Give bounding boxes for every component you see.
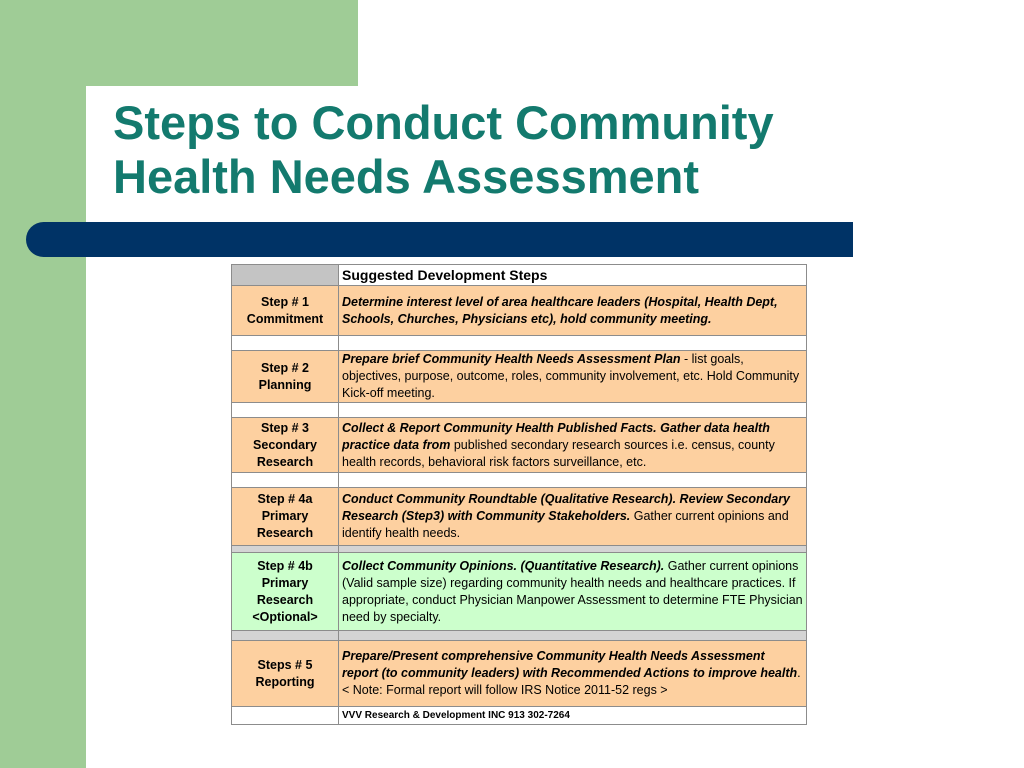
- description-cell: [339, 351, 807, 403]
- step-label: Step # 2: [261, 360, 309, 375]
- header-cell: Suggested Development Steps: [339, 265, 807, 286]
- spacer-row: [232, 336, 807, 351]
- title-divider-band: [26, 222, 853, 257]
- description-emphasis: Conduct Community Roundtable (Qualitative Research). Review Secondary Research (Step3) with Community Stakeholders.: [342, 492, 791, 523]
- description-emphasis: Prepare/Present comprehensive Community Health Needs Assessment report (to community leaders) with Recommended Actions to improve health: [342, 649, 798, 680]
- step-cell: [232, 553, 339, 631]
- description-cell: [339, 641, 807, 707]
- step-cell: [232, 351, 339, 403]
- step-label: Step # 1: [261, 294, 309, 309]
- step-phase: Commitment: [246, 311, 324, 326]
- description-emphasis: Prepare brief Community Health Needs Assessment Plan: [342, 352, 681, 366]
- step-label: Step # 3: [261, 420, 309, 435]
- table-row-step-4b: [232, 553, 807, 631]
- step-cell: [232, 418, 339, 473]
- step-cell: [232, 641, 339, 707]
- steps-table: [231, 264, 807, 725]
- title-line-2: Health Needs Assessment: [113, 150, 700, 203]
- description-text: Gather current opinions and identify health needs.: [342, 509, 789, 540]
- step-phase: Reporting: [255, 674, 315, 689]
- spacer-row: [232, 403, 807, 418]
- description-cell: [339, 553, 807, 631]
- table-row-step-1: [232, 286, 807, 336]
- table-row-step-4a: [232, 488, 807, 546]
- step-phase: <Optional>: [252, 609, 318, 624]
- spacer-row: [232, 631, 807, 641]
- description-cell: [339, 488, 807, 546]
- table-header-row: [232, 265, 807, 286]
- spacer-cell: [339, 546, 807, 553]
- description-text: - list goals, objectives, purpose, outcome, roles, community involvement, etc. Hold Community Kick-off meeting.: [342, 352, 800, 400]
- table-row-step-3: [232, 418, 807, 473]
- description-emphasis: Determine interest level of area healthcare leaders (Hospital, Health Dept, Schools, Churches, Physicians etc), hold community meeting.: [342, 294, 778, 326]
- step-cell: [232, 286, 339, 336]
- step-phase: Primary: [261, 509, 309, 523]
- spacer-row: [232, 546, 807, 553]
- step-phase: Research: [256, 592, 314, 607]
- table-row-step-2: [232, 351, 807, 403]
- spacer-cell: [232, 473, 339, 488]
- spacer-cell: [339, 403, 807, 418]
- description-emphasis: Collect & Report Community Health Published Facts. Gather data health practice data from: [342, 420, 770, 452]
- footer-credit: VVV Research & Development INC 913 302-7264: [339, 707, 807, 725]
- step-cell: [232, 488, 339, 546]
- spacer-cell: [232, 631, 339, 641]
- table-row-step-5: [232, 641, 807, 707]
- description-text: . < Note: Formal report will follow IRS Notice 2011-52 regs >: [342, 666, 801, 697]
- description-cell: [339, 418, 807, 473]
- spacer-cell: [232, 403, 339, 418]
- step-phase: Research: [256, 454, 314, 469]
- spacer-cell: [339, 336, 807, 351]
- step-label: Steps # 5: [257, 657, 313, 672]
- spacer-row: [232, 473, 807, 488]
- description-emphasis: Collect Community Opinions. (Quantitative Research).: [342, 558, 665, 573]
- step-phase: Planning: [258, 377, 312, 392]
- description-cell: [339, 286, 807, 336]
- header-blank-cell: [232, 265, 339, 286]
- description-text: published secondary research sources i.e. census, county health records, behavioral risk factors surveillance, etc.: [342, 437, 775, 469]
- table-footer-row: [232, 707, 807, 725]
- step-label: Step # 4b: [257, 558, 313, 573]
- left-green-bar: [0, 0, 86, 768]
- title-line-1: Steps to Conduct Community: [113, 96, 774, 149]
- footer-blank-cell: [232, 707, 339, 725]
- spacer-cell: [339, 631, 807, 641]
- spacer-cell: [232, 336, 339, 351]
- spacer-cell: [339, 473, 807, 488]
- step-phase: Research: [256, 526, 314, 540]
- step-label: Step # 4a: [257, 492, 313, 506]
- description-text: Gather current opinions (Valid sample size) regarding community health needs and healthcare practices. If appropriate, conduct Physician Manpower Assessment to determine FTE Physician need by specialty.: [342, 558, 803, 624]
- slide-title: [113, 96, 913, 204]
- spacer-cell: [232, 546, 339, 553]
- top-green-block: [0, 0, 358, 86]
- step-phase: Primary: [261, 575, 309, 590]
- step-phase: Secondary: [253, 437, 317, 452]
